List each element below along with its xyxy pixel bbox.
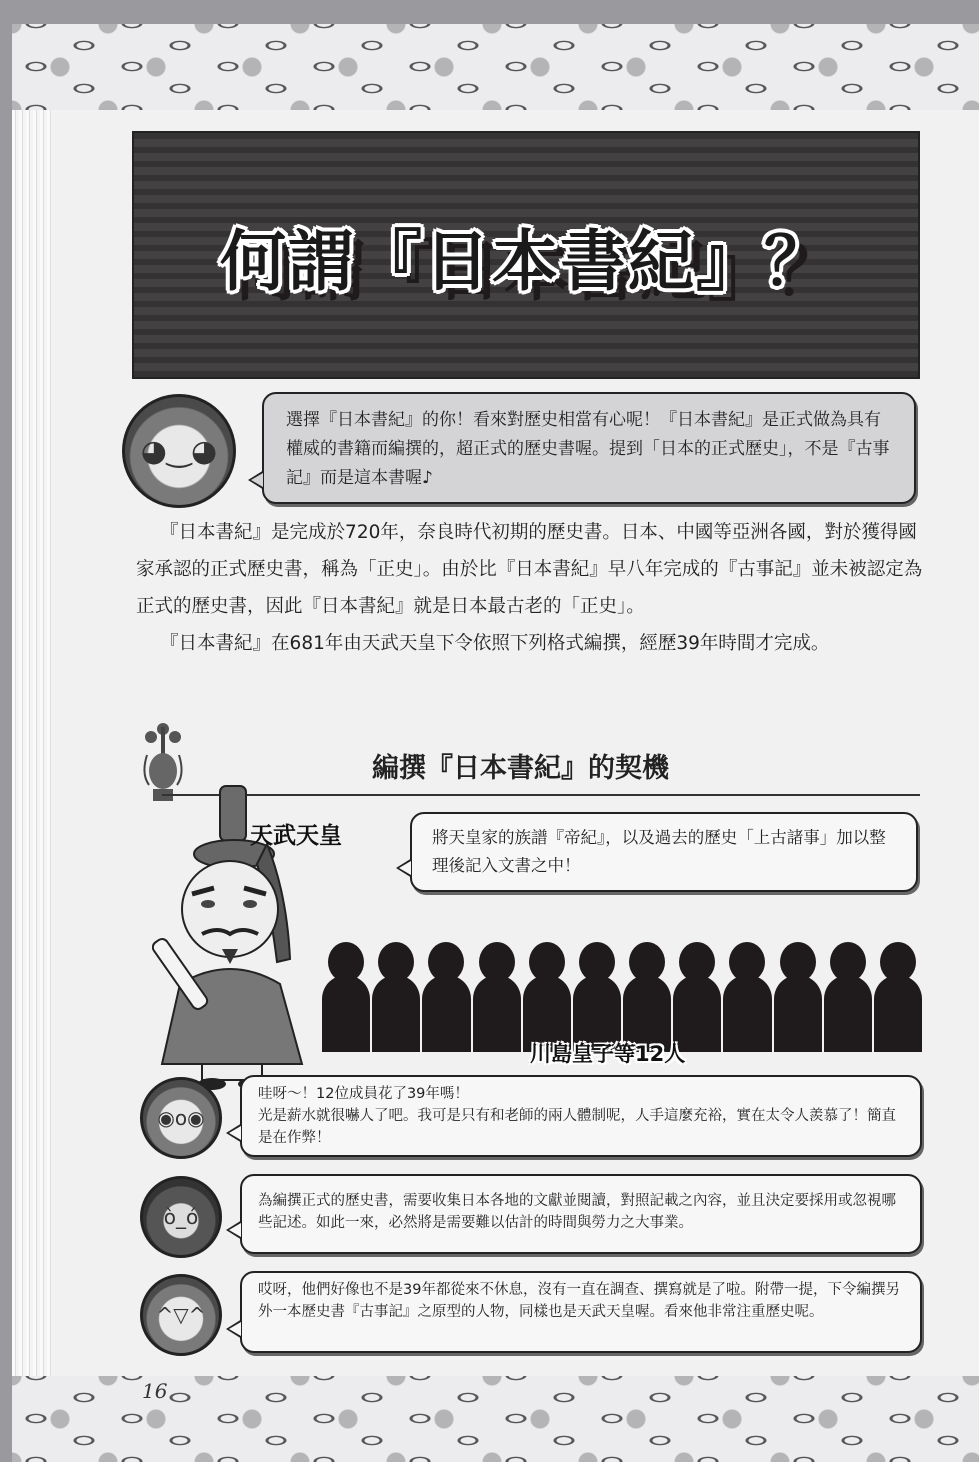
page-title: 何謂『日本書紀』？ [220, 221, 832, 300]
person-silhouette-icon [774, 942, 822, 1052]
character-face-icon: ^▽^ [156, 1303, 206, 1327]
bubble-tail [226, 1123, 242, 1143]
avatar-smiling-girl [140, 1274, 222, 1356]
page-number: 16 [142, 1379, 168, 1403]
person-silhouette-icon [723, 942, 771, 1052]
dialogue-bubble-3 [240, 1271, 922, 1353]
decorative-border-top [12, 24, 979, 110]
dialogue-bubble-2 [240, 1174, 922, 1254]
person-silhouette-icon [824, 942, 872, 1052]
title-banner [132, 131, 920, 379]
character-face-icon: ◉o◉ [157, 1106, 205, 1130]
emperor-speech-bubble [410, 812, 918, 892]
dialogue-line: 為編撰正式的歷史書，需要收集日本各地的文獻並閱讀，對照記載之內容，並且決定要採用或忽視哪些記述。如此一來，必然將是需要難以估計的時間與勞力之大事業。 [258, 1193, 896, 1231]
person-silhouette-icon [372, 942, 420, 1052]
section-title: 編撰『日本書紀』的契機 [372, 753, 669, 784]
intro-speech-bubble [262, 392, 916, 504]
dialogue-line: 光是薪水就很嚇人了吧。我可是只有和老師的兩人體制呢，人手這麼充裕，實在太令人羨慕了！簡直是在作弊！ [258, 1108, 896, 1146]
person-silhouette-icon [673, 942, 721, 1052]
compilers-silhouettes [322, 942, 922, 1052]
dialogue-bubble-1 [240, 1075, 922, 1157]
person-silhouette-icon [422, 942, 470, 1052]
bubble-tail [396, 858, 412, 878]
character-face-icon: ò_ó [163, 1205, 199, 1229]
avatar-surprised-girl [140, 1077, 222, 1159]
bubble-tail [248, 470, 264, 490]
avatar-girl-headband [122, 394, 236, 508]
dialogue-line: 哇呀～！12位成員花了39年嗎！ [258, 1086, 469, 1102]
body-paragraph: 『日本書紀』是完成於720年，奈良時代初期的歷史書。日本、中國等亞洲各國，對於獲得國家承認的正式歷史書，稱為「正史」。由於比『日本書紀』早八年完成的『古事記』並未被認定為正式的歷史書，因此『日本書紀』就是日本最古老的「正史」。 [136, 522, 923, 617]
body-paragraph: 『日本書紀』在681年由天武天皇下令依照下列格式編撰，經歷39年時間才完成。 [160, 633, 830, 654]
dialogue-line: 哎呀，他們好像也不是39年都從來不休息，沒有一直在調查、撰寫就是了啦。附帶一提，下令編撰另外一本歷史書『古事記』之原型的人物，同樣也是天武天皇喔。看來他非常注重歷史呢。 [258, 1282, 900, 1320]
page-edges [12, 94, 52, 1394]
person-silhouette-icon [523, 942, 571, 1052]
emperor-speech-text: 將天皇家的族譜『帝紀』，以及過去的歷史「上古諸事」加以整理後記入文書之中！ [432, 828, 886, 875]
compilers-label: 川島皇子等12人 [530, 1042, 686, 1066]
emperor-name-label: 天武天皇 [250, 823, 342, 849]
character-face-icon: ◕‿◕ [140, 433, 218, 469]
person-silhouette-icon [874, 942, 922, 1052]
body-text [136, 514, 926, 662]
bubble-tail [226, 1319, 242, 1339]
person-silhouette-icon [322, 942, 370, 1052]
person-silhouette-icon [473, 942, 521, 1052]
intro-speech-text: 選擇『日本書紀』的你！看來對歷史相當有心呢！『日本書紀』是正式做為具有權威的書籍而編撰的，超正式的歷史書喔。提到「日本的正式歷史」，不是『古事記』而是這本書喔♪ [286, 410, 890, 488]
avatar-teacher [140, 1176, 222, 1258]
book-page [12, 24, 979, 1462]
person-silhouette-icon [623, 942, 671, 1052]
person-silhouette-icon [573, 942, 621, 1052]
bubble-tail [226, 1220, 242, 1240]
